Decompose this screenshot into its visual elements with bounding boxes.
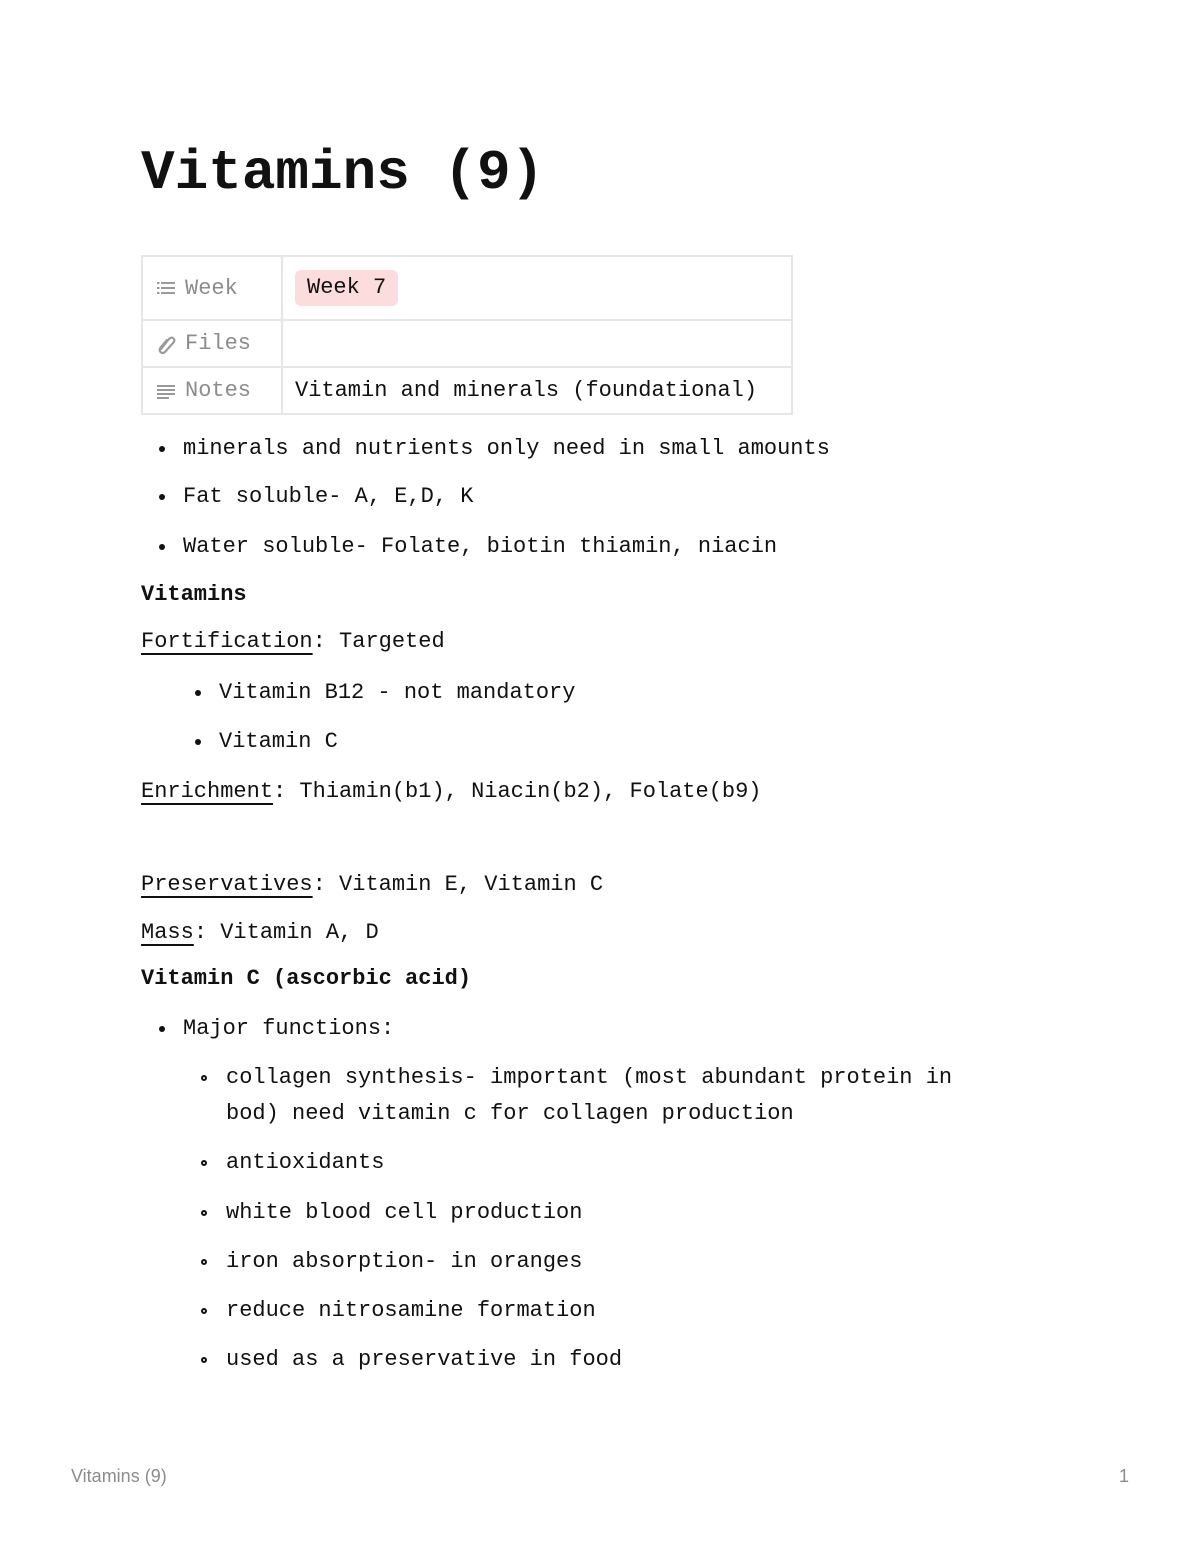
mass-term: Mass bbox=[141, 920, 194, 945]
bullet-dot bbox=[159, 544, 165, 550]
property-key-files bbox=[142, 320, 282, 367]
list-icon bbox=[155, 277, 177, 299]
bullet-text: Major functions: bbox=[183, 1016, 395, 1041]
bullet-text: minerals and nutrients only need in small amounts bbox=[183, 436, 830, 461]
preservatives-line bbox=[141, 870, 603, 900]
bullet-text: white blood cell production bbox=[226, 1200, 583, 1225]
bullet-circle bbox=[201, 1210, 207, 1216]
bullet-text: Vitamin B12 - not mandatory bbox=[219, 680, 576, 705]
bullet-text: Fat soluble- A, E,D, K bbox=[183, 484, 474, 509]
property-value-notes[interactable]: Vitamin and minerals (foundational) bbox=[282, 367, 792, 414]
bullet-text: Water soluble- Folate, biotin thiamin, niacin bbox=[183, 534, 778, 559]
property-label-files: Files bbox=[185, 331, 252, 356]
bullet-circle bbox=[201, 1357, 207, 1363]
vitamin-c-heading: Vitamin C (ascorbic acid) bbox=[141, 966, 472, 991]
bullet-circle bbox=[201, 1160, 207, 1166]
mass-line bbox=[141, 918, 379, 948]
bullet-circle bbox=[201, 1308, 207, 1314]
page-title: Vitamins (9) bbox=[141, 141, 545, 205]
property-value-files[interactable] bbox=[282, 320, 792, 367]
enrichment-rest: : Thiamin(b1), Niacin(b2), Folate(b9) bbox=[273, 779, 762, 804]
bullet-dot bbox=[195, 739, 201, 745]
property-key-week bbox=[142, 256, 282, 320]
property-value-week[interactable] bbox=[282, 256, 792, 320]
bullet-dot bbox=[195, 690, 201, 696]
footer-title: Vitamins (9) bbox=[71, 1466, 167, 1486]
mass-rest: : Vitamin A, D bbox=[193, 920, 379, 945]
bullet-text: collagen synthesis- important (most abundant protein in bbox=[226, 1065, 953, 1090]
bullet-text: iron absorption- in oranges bbox=[226, 1249, 583, 1274]
bullet-text: used as a preservative in food bbox=[226, 1347, 623, 1372]
bullet-text: bod) need vitamin c for collagen production bbox=[226, 1101, 794, 1126]
property-label-notes: Notes bbox=[185, 378, 252, 403]
fortification-term: Fortification bbox=[141, 629, 313, 654]
bullet-text: antioxidants bbox=[226, 1150, 385, 1175]
properties-table bbox=[141, 255, 793, 415]
property-label-week: Week bbox=[185, 275, 238, 301]
fortification-rest: : Targeted bbox=[312, 629, 445, 654]
property-row-notes bbox=[142, 367, 792, 414]
week-tag[interactable]: Week 7 bbox=[295, 270, 398, 306]
text-lines-icon bbox=[155, 380, 177, 402]
bullet-dot bbox=[159, 1026, 165, 1032]
enrichment-term: Enrichment bbox=[141, 779, 274, 804]
page-number: 1 bbox=[1118, 1466, 1129, 1486]
preservatives-term: Preservatives bbox=[141, 872, 313, 897]
bullet-circle bbox=[201, 1075, 207, 1081]
bullet-text: reduce nitrosamine formation bbox=[226, 1298, 596, 1323]
fortification-line bbox=[141, 627, 445, 657]
paperclip-icon bbox=[155, 333, 177, 355]
property-key-notes bbox=[142, 367, 282, 414]
enrichment-line bbox=[141, 777, 762, 807]
property-row-files bbox=[142, 320, 792, 367]
bullet-dot bbox=[159, 446, 165, 452]
bullet-dot bbox=[159, 494, 165, 500]
bullet-circle bbox=[201, 1259, 207, 1265]
preservatives-rest: : Vitamin E, Vitamin C bbox=[312, 872, 604, 897]
property-row-week bbox=[142, 256, 792, 320]
vitamins-heading: Vitamins bbox=[141, 582, 247, 607]
bullet-text: Vitamin C bbox=[219, 729, 338, 754]
